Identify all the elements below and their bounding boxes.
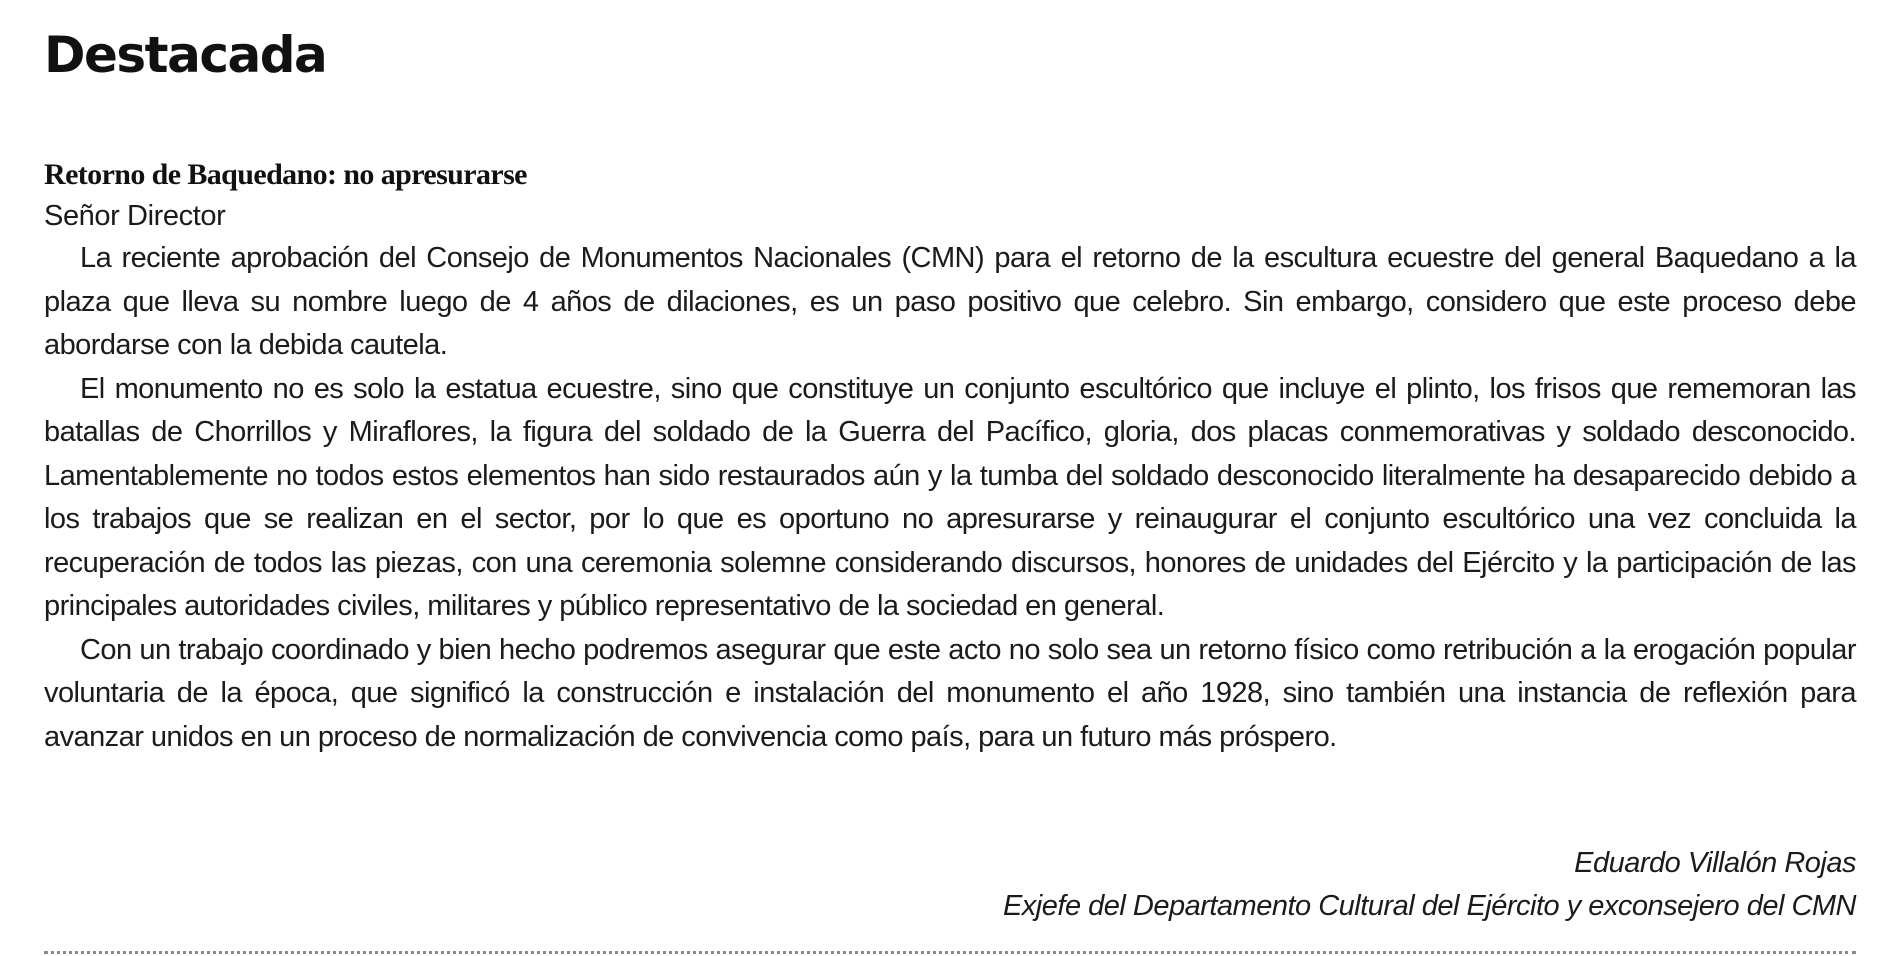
letter-signature — [1003, 842, 1856, 928]
newspaper-page — [44, 0, 1856, 956]
bottom-divider — [44, 951, 1856, 954]
letter-title: Retorno de Baquedano: no apresurarse — [44, 158, 527, 191]
letter-paragraph-3: Con un trabajo coordinado y bien hecho podremos asegurar que este acto no solo sea un retorno físico como retribución a la erogación popular voluntaria de la época, que significó la construcción e instalación del monumento el año 1928, sino también una instancia de reflexión para avanzar unidos en un proceso de normalización de convivencia como país, para un futuro más próspero. — [44, 633, 1856, 753]
section-title: Destacada — [44, 26, 327, 84]
signature-role: Exjefe del Departamento Cultural del Ejército y exconsejero del CMN — [1002, 890, 1856, 922]
letter-salutation: Señor Director — [44, 200, 226, 232]
letter-to-editor — [44, 155, 1856, 759]
signature-name: Eduardo Villalón Rojas — [1574, 847, 1856, 879]
letter-paragraph-2: El monumento no es solo la estatua ecuestre, sino que constituye un conjunto escultórico que incluye el plinto, los frisos que rememoran las batallas de Chorrillos y Miraflores, la figura del soldado de la Guerra del Pacífico, gloria, dos placas conmemorativas y soldado desconocido. Lamentablemente no todos estos elementos han sido restaurados aún y la tumba del soldado desconocido literalmente ha desaparecido debido a los trabajos que se realizan en el sector, por lo que es oportuno no apresurarse y reinaugurar el conjunto escultórico una vez concluida la recuperación de todos las piezas, con una ceremonia solemne considerando discursos, honores de unidades del Ejército y la participación de las principales autoridades civiles, militares y público representativo de la sociedad en general. — [44, 372, 1856, 622]
letter-paragraph-1: La reciente aprobación del Consejo de Monumentos Nacionales (CMN) para el retorno de la escultura ecuestre del general Baquedano a la plaza que lleva su nombre luego de 4 años de dilaciones, es un paso positivo que celebro. Sin embargo, considero que este proceso debe abordarse con la debida cautela. — [44, 242, 1856, 361]
